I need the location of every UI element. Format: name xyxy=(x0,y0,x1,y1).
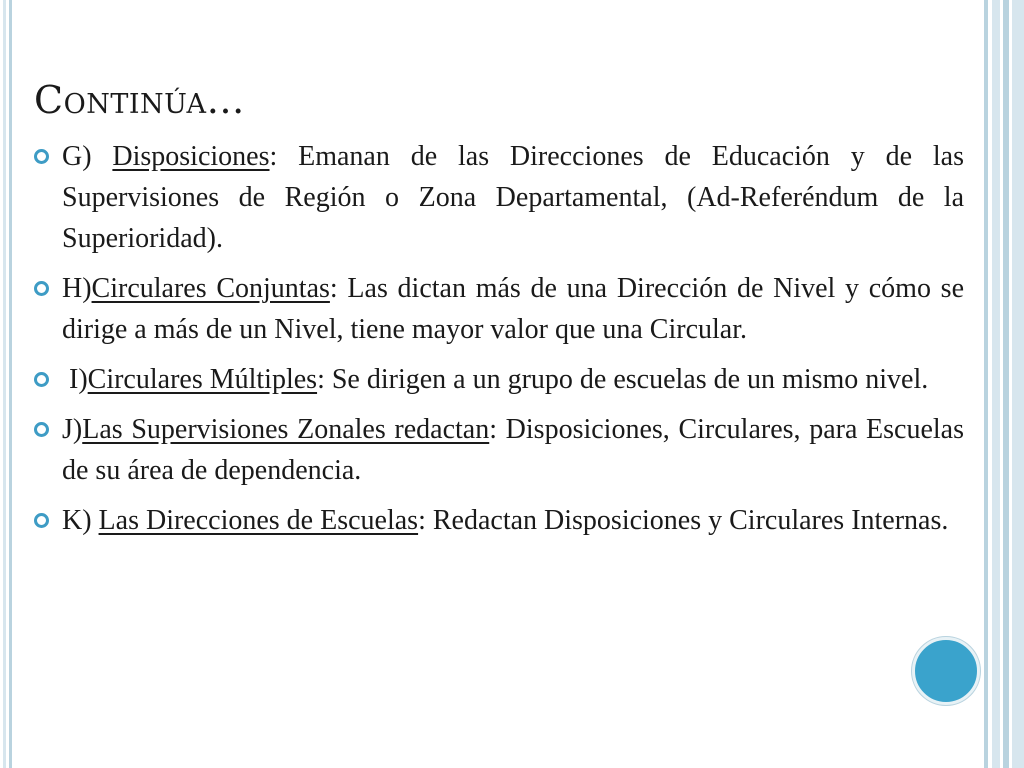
ring-bullet-icon xyxy=(34,281,49,296)
circle-decoration xyxy=(912,637,980,705)
item-term: Circulares Múltiples xyxy=(87,364,318,395)
item-term: Circulares Conjuntas xyxy=(91,273,330,304)
ring-bullet-icon xyxy=(34,422,49,437)
list-item xyxy=(34,359,964,400)
item-term: Las Direcciones de Escuelas xyxy=(98,505,419,536)
right-stripe-decoration xyxy=(978,0,1024,768)
item-prefix: K) xyxy=(62,505,99,536)
item-prefix: G) xyxy=(62,141,113,172)
item-prefix: J) xyxy=(62,414,83,445)
item-term: Las Supervisiones Zonales redactan xyxy=(82,414,490,445)
ring-bullet-icon xyxy=(34,513,49,528)
list-item xyxy=(34,500,964,541)
slide-title: Continúa… xyxy=(34,78,246,122)
item-prefix: I) xyxy=(62,364,88,395)
item-text: : Disposiciones, Circulares, para Escuelas de su área de dependencia. xyxy=(62,414,964,486)
left-border-decoration xyxy=(0,0,12,768)
item-text: : Redactan Disposiciones y Circulares Internas. xyxy=(418,505,949,536)
list-item xyxy=(34,268,964,350)
list-item xyxy=(34,409,964,491)
item-text: : Emanan de las Direcciones de Educación y de las Supervisiones de Región o Zona Departamental, (Ad-Referéndum de la Superioridad). xyxy=(62,141,964,254)
ring-bullet-icon xyxy=(34,372,49,387)
bullet-list xyxy=(34,136,964,550)
item-text: : Se dirigen a un grupo de escuelas de un mismo nivel. xyxy=(317,364,929,395)
item-term: Disposiciones xyxy=(112,141,270,172)
item-prefix: H) xyxy=(62,273,92,304)
ring-bullet-icon xyxy=(34,149,49,164)
item-text: : Las dictan más de una Dirección de Nivel y cómo se dirige a más de un Nivel, tiene mayor valor que una Circular. xyxy=(62,273,965,345)
list-item xyxy=(34,136,964,259)
